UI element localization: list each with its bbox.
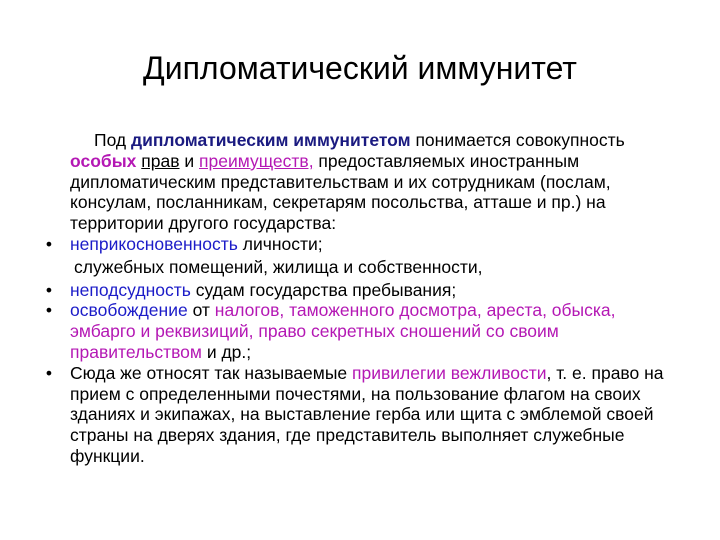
list-item xyxy=(42,300,682,362)
item-text: , т. е. право на прием с определенными почестями, на пользование флагом на своих зданиях и экипажах, на выставление герба или щита с эмблемой своей страны на дверях здания, где представитель выполняет служебные функции. xyxy=(70,362,664,466)
term-privileges: преимуществ, xyxy=(199,150,314,171)
term-special: особых xyxy=(70,150,137,171)
item-text: личности; xyxy=(237,233,323,254)
term-diplomatic-immunity: дипломатическим иммунитетом xyxy=(131,130,411,150)
list-item-continuation: служебных помещений, жилища и собственности, xyxy=(74,256,483,277)
exemption-list: налогов, таможенного досмотра, ареста, обыска, эмбарго и реквизиций, право секретных сношений со своим правительством xyxy=(70,300,616,362)
bullet-icon: • xyxy=(45,233,53,254)
intro-text: понимается совокупность xyxy=(410,130,625,150)
list-item xyxy=(42,234,682,255)
bullet-icon: • xyxy=(45,279,53,300)
term-inviolability: неприкосновенность xyxy=(70,233,238,254)
intro-text: предоставляемых иностранным дипломатическим представительствам и их сотрудникам (послам, консулам, посланникам, секретарям посольства, атташе и пр.) на территории другого государства: xyxy=(70,150,611,234)
term-rights: прав xyxy=(141,150,180,171)
bullet-icon: • xyxy=(45,300,53,321)
intro-text: и xyxy=(179,150,199,171)
term-courtesy-privileges: привилегии вежливости xyxy=(352,362,547,383)
bullet-icon: • xyxy=(45,362,53,383)
intro-paragraph xyxy=(70,130,682,234)
item-text: и др.; xyxy=(201,341,252,362)
list-item xyxy=(42,280,682,301)
slide-title: Дипломатический иммунитет xyxy=(143,50,577,86)
item-text: судам государства пребывания; xyxy=(190,279,457,300)
item-text: Сюда же относят так называемые xyxy=(70,362,352,383)
list-item xyxy=(42,363,682,467)
term-non-jurisdiction: неподсудность xyxy=(70,279,191,300)
term-exemption: освобождение xyxy=(70,300,188,321)
item-text: от xyxy=(187,300,215,321)
intro-text: Под xyxy=(94,130,131,150)
slide-content xyxy=(42,130,682,467)
